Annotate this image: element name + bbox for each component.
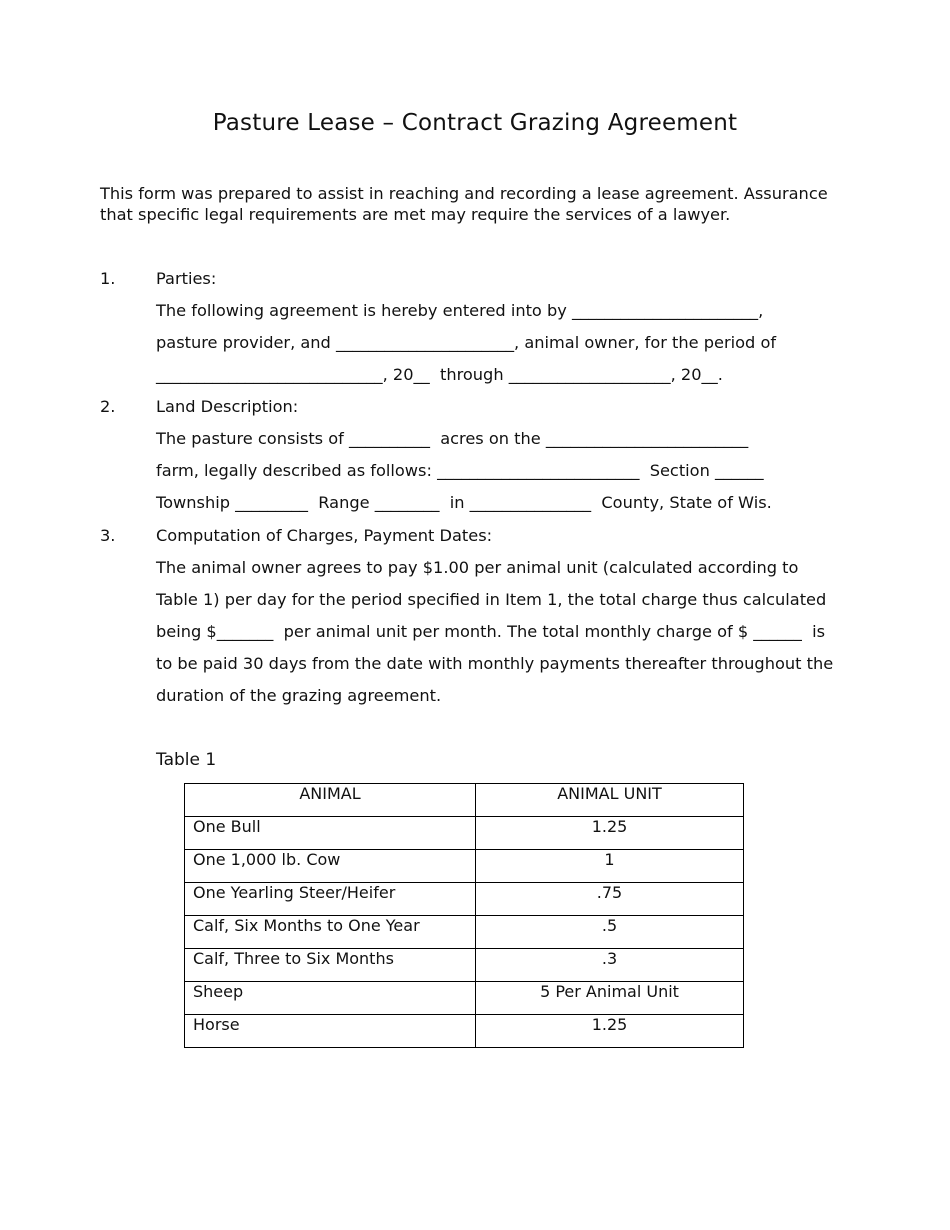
- animal-cell: Calf, Six Months to One Year: [185, 916, 476, 949]
- intro-paragraph: This form was prepared to assist in reaching and recording a lease agreement. Assurance that specific legal requirements are met may require the services of a lawyer.: [100, 184, 828, 224]
- section-3-line: The animal owner agrees to pay $1.00 per animal unit (calculated according to: [156, 558, 799, 577]
- table-row: [185, 982, 744, 1015]
- animal-cell: One 1,000 lb. Cow: [185, 850, 476, 883]
- section-2-line: Township _________ Range ________ in _______________ County, State of Wis.: [156, 493, 772, 512]
- section-2-number: 2.: [100, 397, 116, 416]
- animal-unit-cell: .5: [476, 916, 744, 949]
- column-header-animal-unit: ANIMAL UNIT: [476, 784, 744, 817]
- section-1-line: ____________________________, 20__ through ____________________, 20__.: [156, 365, 723, 384]
- section-3-line: being $_______ per animal unit per month. The total monthly charge of $ ______ is: [156, 622, 826, 641]
- table-row: [185, 916, 744, 949]
- animal-cell: One Yearling Steer/Heifer: [185, 883, 476, 916]
- section-3-number: 3.: [100, 526, 116, 545]
- table-row: [185, 1015, 744, 1048]
- section-3-heading: Computation of Charges, Payment Dates:: [156, 526, 493, 545]
- animal-cell: Sheep: [185, 982, 476, 1015]
- section-2-heading: Land Description:: [156, 397, 299, 416]
- section-2-line: The pasture consists of __________ acres on the _________________________: [156, 429, 749, 448]
- animal-unit-cell: 5 Per Animal Unit: [476, 982, 744, 1015]
- animal-unit-cell: .3: [476, 949, 744, 982]
- animal-unit-cell: .75: [476, 883, 744, 916]
- animal-unit-cell: 1: [476, 850, 744, 883]
- section-1-line: pasture provider, and ______________________, animal owner, for the period of: [156, 333, 777, 352]
- animal-unit-table: [184, 783, 744, 1048]
- animal-cell: Horse: [185, 1015, 476, 1048]
- page-title: Pasture Lease – Contract Grazing Agreement: [212, 110, 738, 136]
- section-3-line: Table 1) per day for the period specified in Item 1, the total charge thus calculated: [156, 590, 827, 609]
- animal-cell: One Bull: [185, 817, 476, 850]
- animal-unit-cell: 1.25: [476, 817, 744, 850]
- section-3-line: duration of the grazing agreement.: [156, 686, 442, 705]
- column-header-animal: ANIMAL: [185, 784, 476, 817]
- section-1-heading: Parties:: [156, 269, 217, 288]
- table-caption: Table 1: [156, 750, 217, 770]
- animal-unit-cell: 1.25: [476, 1015, 744, 1048]
- table-row: [185, 883, 744, 916]
- animal-cell: Calf, Three to Six Months: [185, 949, 476, 982]
- section-1-line: The following agreement is hereby entered into by _______________________,: [156, 301, 764, 320]
- table-row: [185, 949, 744, 982]
- section-1-number: 1.: [100, 269, 116, 288]
- table-row: [185, 817, 744, 850]
- table-row: [185, 850, 744, 883]
- section-2-line: farm, legally described as follows: _________________________ Section ______: [156, 461, 764, 480]
- section-3-line: to be paid 30 days from the date with monthly payments thereafter throughout the: [156, 654, 834, 673]
- table-header-row: [185, 784, 744, 817]
